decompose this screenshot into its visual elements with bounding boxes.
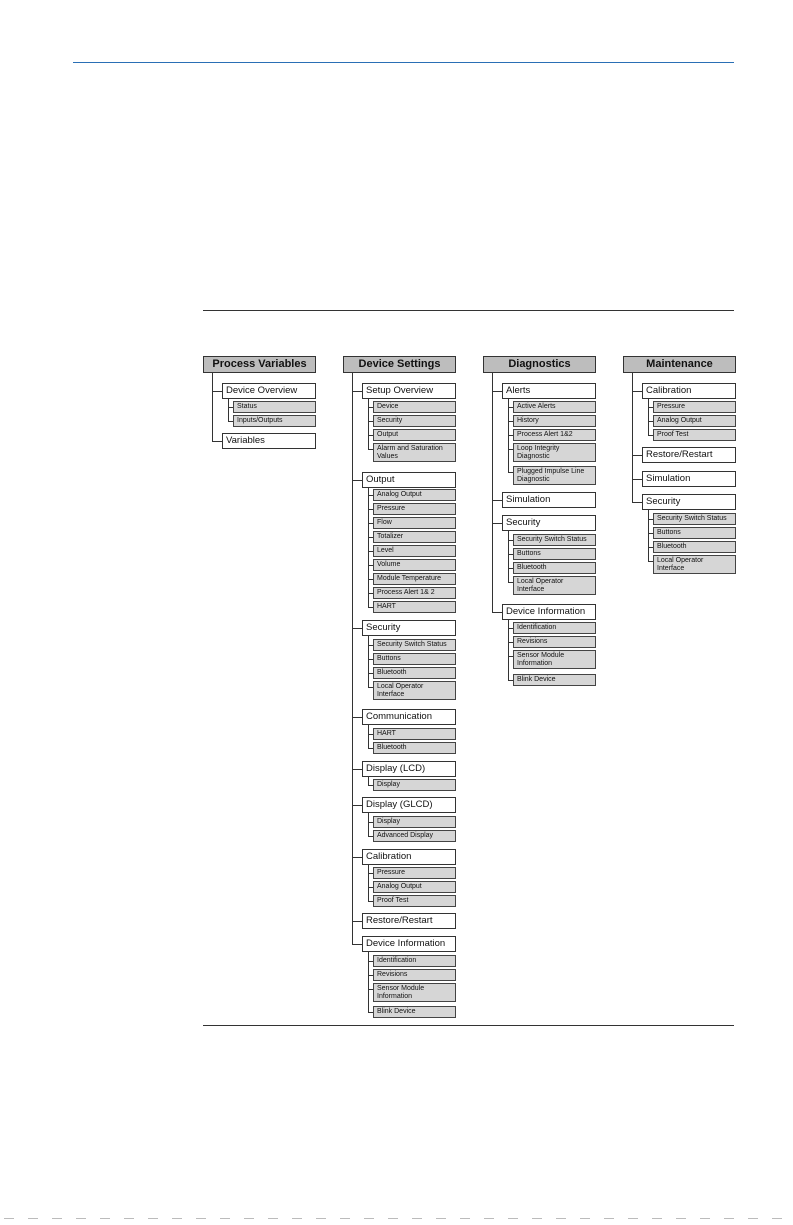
submenu-item[interactable]: Pressure — [373, 867, 456, 879]
submenu-item[interactable]: History — [513, 415, 596, 427]
submenu-item[interactable]: Revisions — [373, 969, 456, 981]
tree-connector — [492, 500, 502, 501]
submenu-item[interactable]: Buttons — [373, 653, 456, 665]
menu-item[interactable]: Security — [642, 494, 736, 510]
submenu-item[interactable]: Analog Output — [653, 415, 736, 427]
submenu-item[interactable]: Level — [373, 545, 456, 557]
submenu-item[interactable]: Identification — [373, 955, 456, 967]
submenu-item[interactable]: Process Alert 1& 2 — [373, 587, 456, 599]
submenu-item[interactable]: Bluetooth — [373, 667, 456, 679]
tree-connector — [492, 523, 502, 524]
submenu-item[interactable]: Advanced Display — [373, 830, 456, 842]
tree-connector — [632, 479, 642, 480]
submenu-item[interactable]: Sensor Module Information — [513, 650, 596, 669]
submenu-item[interactable]: Module Temperature — [373, 573, 456, 585]
menu-item[interactable]: Device Information — [362, 936, 456, 952]
tree-connector — [632, 502, 642, 503]
submenu-item[interactable]: Loop Integrity Diagnostic — [513, 443, 596, 462]
tree-connector — [368, 636, 369, 687]
submenu-item[interactable]: Analog Output — [373, 881, 456, 893]
submenu-item[interactable]: HART — [373, 728, 456, 740]
page-footer-band — [0, 1218, 793, 1225]
submenu-item[interactable]: Identification — [513, 622, 596, 634]
menu-item[interactable]: Alerts — [502, 383, 596, 399]
column-header[interactable]: Process Variables — [203, 356, 316, 373]
tree-connector — [352, 373, 353, 944]
tree-connector — [352, 857, 362, 858]
tree-connector — [352, 944, 362, 945]
tree-connector — [352, 769, 362, 770]
menu-item[interactable]: Simulation — [502, 492, 596, 508]
submenu-item[interactable]: Sensor Module Information — [373, 983, 456, 1002]
tree-connector — [632, 455, 642, 456]
menu-item[interactable]: Variables — [222, 433, 316, 449]
submenu-item[interactable]: Local Operator Interface — [373, 681, 456, 700]
menu-item[interactable]: Restore/Restart — [362, 913, 456, 929]
figure-bottom-rule — [203, 1025, 734, 1026]
submenu-item[interactable]: Alarm and Saturation Values — [373, 443, 456, 462]
tree-connector — [508, 620, 509, 680]
submenu-item[interactable]: Buttons — [653, 527, 736, 539]
column-header[interactable]: Maintenance — [623, 356, 736, 373]
menu-item[interactable]: Security — [362, 620, 456, 636]
submenu-item[interactable]: Volume — [373, 559, 456, 571]
figure-top-rule — [203, 310, 734, 311]
submenu-item[interactable]: Display — [373, 779, 456, 791]
tree-connector — [352, 480, 362, 481]
column-header[interactable]: Device Settings — [343, 356, 456, 373]
submenu-item[interactable]: Active Alerts — [513, 401, 596, 413]
tree-connector — [368, 777, 369, 785]
submenu-item[interactable]: Proof Test — [373, 895, 456, 907]
menu-item[interactable]: Calibration — [642, 383, 736, 399]
submenu-item[interactable]: HART — [373, 601, 456, 613]
submenu-item[interactable]: Plugged Impulse Line Diagnostic — [513, 466, 596, 485]
submenu-item[interactable]: Bluetooth — [653, 541, 736, 553]
tree-connector — [632, 373, 633, 502]
tree-connector — [492, 612, 502, 613]
tree-connector — [228, 399, 229, 421]
submenu-item[interactable]: Revisions — [513, 636, 596, 648]
tree-connector — [648, 399, 649, 435]
menu-item[interactable]: Communication — [362, 709, 456, 725]
submenu-item[interactable]: Blink Device — [373, 1006, 456, 1018]
submenu-item[interactable]: Bluetooth — [513, 562, 596, 574]
submenu-item[interactable]: Security Switch Status — [373, 639, 456, 651]
tree-connector — [352, 805, 362, 806]
tree-connector — [352, 921, 362, 922]
tree-connector — [352, 391, 362, 392]
tree-connector — [492, 373, 493, 612]
submenu-item[interactable]: Blink Device — [513, 674, 596, 686]
submenu-item[interactable]: Security — [373, 415, 456, 427]
column-header[interactable]: Diagnostics — [483, 356, 596, 373]
submenu-item[interactable]: Analog Output — [373, 489, 456, 501]
submenu-item[interactable]: Local Operator Interface — [513, 576, 596, 595]
tree-connector — [212, 373, 213, 441]
menu-item[interactable]: Simulation — [642, 471, 736, 487]
submenu-item[interactable]: Security Switch Status — [513, 534, 596, 546]
submenu-item[interactable]: Display — [373, 816, 456, 828]
submenu-item[interactable]: Proof Test — [653, 429, 736, 441]
submenu-item[interactable]: Device — [373, 401, 456, 413]
tree-connector — [508, 531, 509, 582]
tree-connector — [352, 717, 362, 718]
submenu-item[interactable]: Totalizer — [373, 531, 456, 543]
header-rule — [73, 62, 734, 63]
tree-connector — [352, 628, 362, 629]
menu-item[interactable]: Setup Overview — [362, 383, 456, 399]
submenu-item[interactable]: Bluetooth — [373, 742, 456, 754]
submenu-item[interactable]: Status — [233, 401, 316, 413]
tree-connector — [368, 725, 369, 748]
submenu-item[interactable]: Pressure — [373, 503, 456, 515]
tree-connector — [648, 510, 649, 561]
tree-connector — [368, 488, 369, 607]
tree-connector — [212, 441, 222, 442]
menu-item[interactable]: Display (LCD) — [362, 761, 456, 777]
menu-item[interactable]: Output — [362, 472, 456, 488]
menu-item[interactable]: Device Information — [502, 604, 596, 620]
menu-item[interactable]: Security — [502, 515, 596, 531]
tree-connector — [368, 865, 369, 901]
submenu-item[interactable]: Process Alert 1&2 — [513, 429, 596, 441]
submenu-item[interactable]: Security Switch Status — [653, 513, 736, 525]
tree-connector — [632, 391, 642, 392]
submenu-item[interactable]: Inputs/Outputs — [233, 415, 316, 427]
tree-connector — [368, 813, 369, 836]
submenu-item[interactable]: Local Operator Interface — [653, 555, 736, 574]
menu-item[interactable]: Display (GLCD) — [362, 797, 456, 813]
submenu-item[interactable]: Buttons — [513, 548, 596, 560]
menu-item[interactable]: Restore/Restart — [642, 447, 736, 463]
menu-item[interactable]: Device Overview — [222, 383, 316, 399]
menu-item[interactable]: Calibration — [362, 849, 456, 865]
tree-connector — [492, 391, 502, 392]
submenu-item[interactable]: Flow — [373, 517, 456, 529]
submenu-item[interactable]: Output — [373, 429, 456, 441]
tree-connector — [212, 391, 222, 392]
submenu-item[interactable]: Pressure — [653, 401, 736, 413]
